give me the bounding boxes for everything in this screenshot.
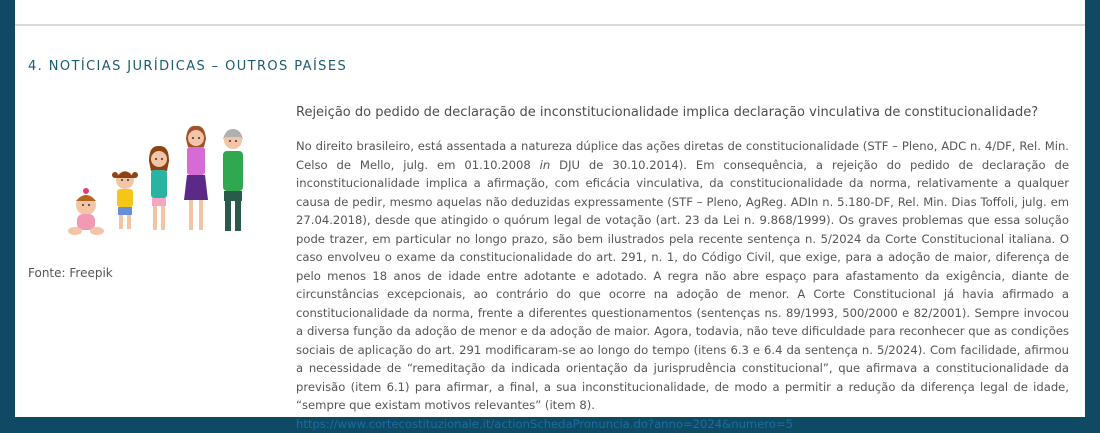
source-link[interactable]: https://www.cortecostituzionale.it/actionSchedaPronuncia.do?anno=2024&numero=5 [296,416,794,431]
article-headline: Rejeição do pedido de declaração de inconstitucionalidade implica declaração vinculativa de constitucionalidade? [296,105,1039,120]
section-title: 4. NOTÍCIAS JURÍDICAS – OUTROS PAÍSES [28,59,348,74]
elder-figure [223,129,243,231]
body-text-part-2: DJU de 30.10.2014). Em consequência, a rejeição do pedido de declaração de inconstitucionalidade implica a afirmação, com eficácia vinculativa, da constitucionalidade da norma, relativamente a qualquer causa de pedir, mesmo aquelas não deduzidas expressamente (STF – Pleno, AgReg. ADIn n. 5.180-DF, Rel. Min. Dias Toffoli, julg. em 27.04.2018), desde que atingido o quórum legal de votação (art. 23 da Lei n. 9.868/1999). Os graves problemas que essa solução pode trazer, em particular no longo prazo, são bem ilustrados pela recente sentença n. 5/2024 da Corte Constitucional italiana. O caso envolveu o exame da constitucionalidade do art. 291, n. 1, do Código Civil, que exige, para a adoção de maior, diferença de pelo menos 18 anos de idade entre adotante e adotado. A regra não abre espaço para afastamento da exigência, diante de circunstâncias excepcionais, ao contrário do que ocorre na adoção de menor. A Corte Constitucional já havia afirmado a constitucionalidade da norma, frente a diferentes questionamentos (sentenças ns. 89/1993, 500/2000 e 82/2001). Sempre invocou a diversa função da adoção de menor e da adoção de maior. Agora, todavia, não teve dificuldade para reconhecer que as condições sociais de aplicação do art. 291 modificaram-se ao longo do tempo (itens 6.3 e 6.4 da sentença n. 5/2024). Com facilidade, afirmou a necessidade de “remeditação da indicada orientação da jurisprudência constitucional”, que afirmava a constitucionalidade da previsão (item 6.1) para afirmar, a final, a sua inconstitucionalidade, de modo a permitir a redução da diferença legal de idade, “sempre que existam motivos relevantes” (item 8). [296,157,1069,412]
article [296,104,1069,433]
family-growth-illustration [53,125,243,240]
divider [15,24,1085,26]
toddler-figure [112,171,138,229]
page-content [15,0,1085,431]
article-body [296,137,1069,433]
woman-figure [184,126,208,230]
baby-figure [68,188,104,235]
figure-caption: Fonte: Freepik [28,266,113,280]
body-text-part-1: No direito brasileiro, está assentada a natureza dúplice das ações diretas de constitucionalidade (STF – Pleno, ADC n. 4/DF, Rel. Min. Celso de Mello, julg. em 01.10.2008 [296,139,1069,172]
body-text-italic: in [539,157,551,172]
child-figure [149,146,169,230]
